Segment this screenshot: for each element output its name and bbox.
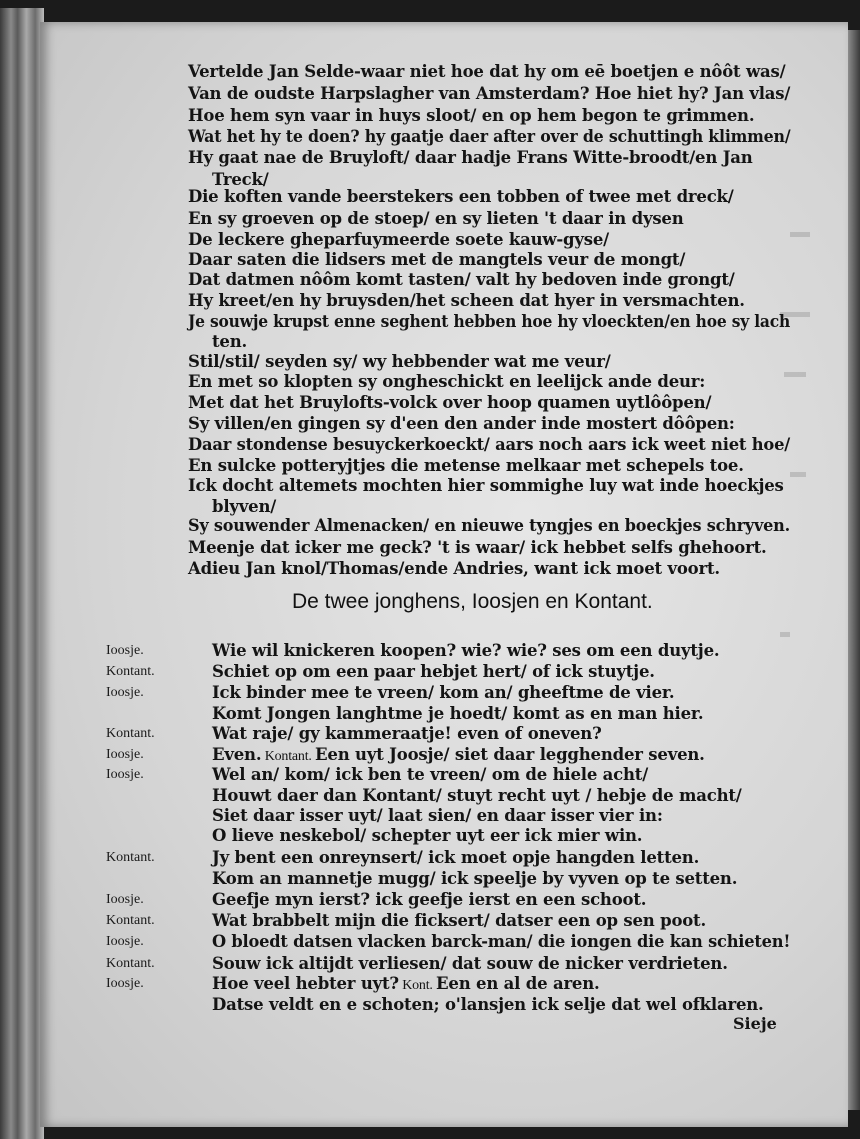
poem-line: En sy groeven op de stoep/ en sy lieten 't daar in dysen bbox=[188, 209, 684, 228]
dialogue-line bbox=[212, 911, 706, 930]
dialogue-line bbox=[212, 954, 728, 973]
inline-speaker-label: Kontant. bbox=[261, 749, 316, 764]
poem-line: En met so klopten sy ongheschickt en leelijck ande deur: bbox=[188, 372, 706, 391]
dialogue-text: Wat brabbelt mijn die ficksert/ datser een op sen poot. bbox=[212, 911, 707, 930]
dialogue-line bbox=[212, 995, 764, 1014]
speaker-label: Ioosje. bbox=[106, 685, 144, 700]
speaker-label: Kontant. bbox=[106, 726, 155, 741]
poem-line: Hy gaat nae de Bruyloft/ daar hadje Frans Witte-broodt/en Jan bbox=[188, 148, 753, 167]
inline-speaker-label: Kont. bbox=[398, 978, 437, 993]
poem-line: En sulcke potteryjtjes die metense melkaar met schepels toe. bbox=[188, 456, 744, 475]
dialogue-line bbox=[212, 974, 600, 994]
dialogue-line bbox=[212, 786, 742, 805]
dialogue-line bbox=[212, 683, 674, 702]
dialogue-text: Datse veldt en e schoten; o'lansjen ick selje dat wel ofklaren. bbox=[212, 995, 764, 1014]
dialogue-line bbox=[212, 765, 648, 784]
dialogue-text: Geefje myn ierst? ick geefje ierst en een schoot. bbox=[212, 890, 647, 909]
poem-line: Sy villen/en gingen sy d'een den ander inde mostert dôôpen: bbox=[188, 414, 735, 433]
dialogue-text: Wie wil knickeren koopen? wie? wie? ses om een duytje. bbox=[212, 641, 720, 660]
dialogue-line bbox=[212, 848, 699, 867]
dialogue-text: Hoe veel hebter uyt? bbox=[212, 974, 399, 993]
dialogue-line bbox=[212, 745, 705, 765]
dialogue-text: Schiet op om een paar hebjet hert/ of ick stuytje. bbox=[212, 662, 655, 681]
poem-line: Daar saten die lidsers met de mangtels veur de mongt/ bbox=[188, 250, 686, 269]
poem-line: Vertelde Jan Selde-waar niet hoe dat hy om eē boetjen e nôôt was/ bbox=[188, 62, 786, 81]
poem-line: Met dat het Bruylofts-volck over hoop quamen uytlôôpen/ bbox=[188, 393, 712, 412]
dialogue-text: Houwt daer dan Kontant/ stuyt recht uyt / hebje de macht/ bbox=[212, 786, 742, 805]
dialogue-text: Wel an/ kom/ ick ben te vreen/ om de hiele acht/ bbox=[212, 765, 649, 784]
dialogue-line bbox=[212, 806, 663, 825]
dialogue-text: O bloedt datsen vlacken barck-man/ die iongen die kan schieten! bbox=[212, 932, 791, 951]
speaker-label: Ioosje. bbox=[106, 767, 144, 782]
poem-line: blyven/ bbox=[212, 497, 277, 516]
book-spine-edge bbox=[0, 8, 44, 1139]
poem-line: Sy souwender Almenacken/ en nieuwe tyngjes en boeckjes schryven. bbox=[188, 516, 791, 535]
catchword: Sieje bbox=[733, 1014, 777, 1033]
poem-line: De leckere gheparfuymeerde soete kauw-gyse/ bbox=[188, 230, 609, 249]
dialogue-line bbox=[212, 869, 737, 888]
dialogue-text: Siet daar isser uyt/ laat sien/ en daar isser vier in: bbox=[212, 806, 663, 825]
poem-line: Je souwje krupst enne seghent hebben hoe hy vloeckten/en hoe sy lach bbox=[188, 312, 791, 331]
dialogue-line bbox=[212, 724, 602, 743]
speaker-label: Ioosje. bbox=[106, 976, 144, 991]
poem-line: Adieu Jan knol/Thomas/ende Andries, want ick moet voort. bbox=[188, 559, 720, 578]
dialogue-line bbox=[212, 662, 655, 681]
dialogue-text: Een en al de aren. bbox=[436, 974, 600, 993]
dialogue-text: Jy bent een onreynsert/ ick moet opje hangden letten. bbox=[212, 848, 700, 867]
dialogue-line bbox=[212, 932, 790, 951]
dialogue-line bbox=[212, 890, 646, 909]
speaker-label: Ioosje. bbox=[106, 747, 144, 762]
speaker-label: Kontant. bbox=[106, 664, 155, 679]
page-right-edge bbox=[846, 30, 860, 1110]
section-title: De twee jonghens, Ioosjen en Kontant. bbox=[292, 590, 653, 613]
poem-line: Ick docht altemets mochten hier sommighe luy wat inde hoeckjes bbox=[188, 476, 784, 495]
speaker-label: Kontant. bbox=[106, 850, 155, 865]
dialogue-text: Even. bbox=[212, 745, 262, 764]
speaker-label: Ioosje. bbox=[106, 643, 144, 658]
dialogue-text: Souw ick altijdt verliesen/ dat souw de nicker verdrieten. bbox=[212, 954, 728, 973]
poem-line: Daar stondense besuyckerkoeckt/ aars noch aars ick weet niet hoe/ bbox=[188, 435, 791, 454]
poem-line: Van de oudste Harpslagher van Amsterdam? Hoe hiet hy? Jan vlas/ bbox=[188, 84, 791, 103]
dialogue-text: Wat raje/ gy kammeraatje! even of oneven? bbox=[212, 724, 602, 743]
dialogue-line bbox=[212, 641, 719, 660]
poem-line: Wat het hy te doen? hy gaatje daer after over de schuttingh klimmen/ bbox=[188, 127, 791, 146]
poem-line: Dat datmen nôôm komt tasten/ valt hy bedoven inde grongt/ bbox=[188, 270, 735, 289]
dialogue-text: Komt Jongen langhtme je hoedt/ komt as en man hier. bbox=[212, 704, 704, 723]
poem-line: ten. bbox=[212, 332, 248, 351]
dialogue-text: Een uyt Joosje/ siet daar legghender seven. bbox=[315, 745, 705, 764]
speaker-label: Kontant. bbox=[106, 913, 155, 928]
speaker-label: Kontant. bbox=[106, 956, 155, 971]
poem-line: Die koften vande beerstekers een tobben of twee met dreck/ bbox=[188, 187, 734, 206]
speaker-label: Ioosje. bbox=[106, 892, 144, 907]
dialogue-text: Ick binder mee te vreen/ kom an/ gheeftme de vier. bbox=[212, 683, 675, 702]
dialogue-text: O lieve neskebol/ schepter uyt eer ick mier win. bbox=[212, 826, 643, 845]
poem-line: Treck/ bbox=[212, 170, 269, 189]
poem-line: Hoe hem syn vaar in huys sloot/ en op hem begon te grimmen. bbox=[188, 106, 755, 125]
speaker-label: Ioosje. bbox=[106, 934, 144, 949]
dialogue-line bbox=[212, 704, 703, 723]
poem-line: Hy kreet/en hy bruysden/het scheen dat hyer in versmachten. bbox=[188, 291, 745, 310]
dialogue-text: Kom an mannetje mugg/ ick speelje by vyven op te setten. bbox=[212, 869, 738, 888]
poem-line: Meenje dat icker me geck? 't is waar/ ick hebbet selfs ghehoort. bbox=[188, 538, 767, 557]
poem-line: Stil/stil/ seyden sy/ wy hebbender wat me veur/ bbox=[188, 352, 611, 371]
dialogue-line bbox=[212, 826, 642, 845]
